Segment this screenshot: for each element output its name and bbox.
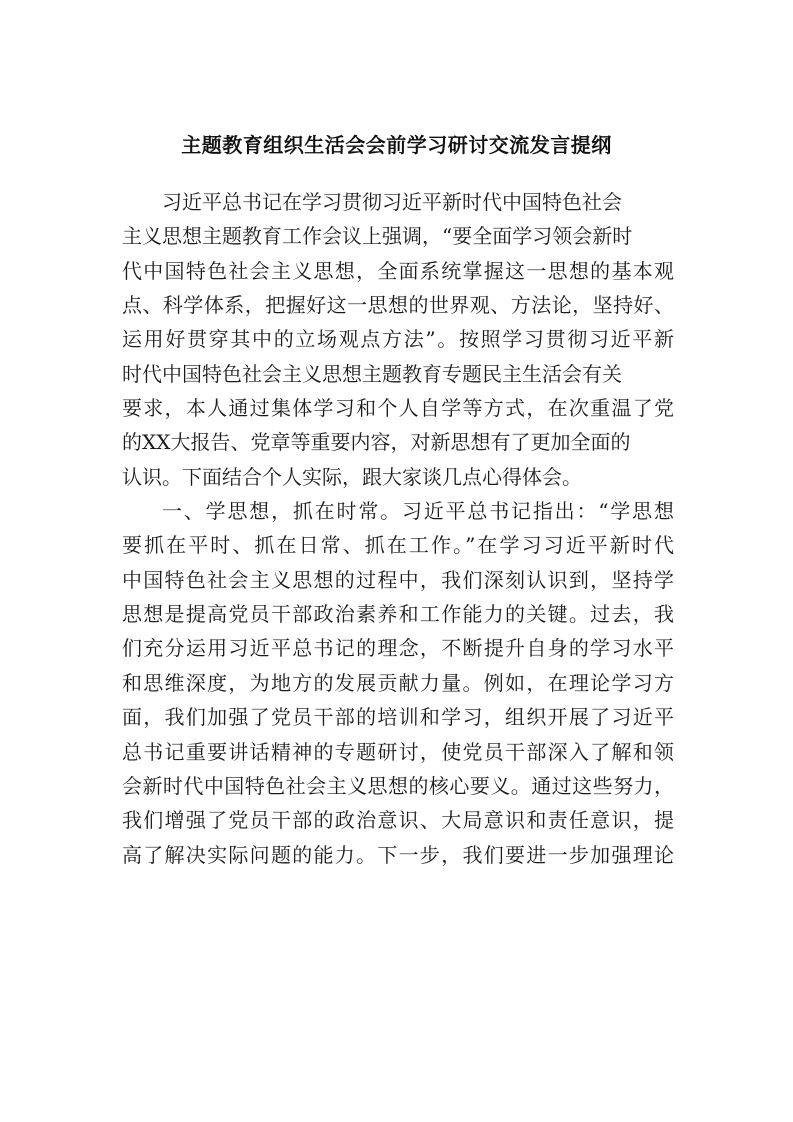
body-line: 我们增强了党员干部的政治意识、大局意识和责任意识，提 (122, 808, 674, 833)
body-line: 中国特色社会主义思想的过程中，我们深刻认识到，坚持学 (122, 567, 674, 592)
body-line: 和思维深度，为地方的发展贡献力量。例如，在理论学习方 (122, 670, 674, 695)
body-line: 一、学思想，抓在时常。习近平总书记指出：“学思想 (162, 499, 674, 524)
body-line: 认识。下面结合个人实际，跟大家谈几点心得体会。 (122, 464, 582, 489)
body-line: 运用好贯穿其中的立场观点方法”。按照学习贯彻习近平新 (122, 327, 674, 352)
body-line: 的XX大报告、党章等重要内容，对新思想有了更加全面的 (122, 430, 631, 455)
body-line: 思想是提高党员干部政治素养和工作能力的关键。过去，我 (122, 602, 674, 627)
body-line: 要抓在平时、抓在日常、抓在工作。”在学习习近平新时代 (122, 533, 674, 558)
body-line: 要求，本人通过集体学习和个人自学等方式，在次重温了党 (122, 396, 674, 421)
body-line: 面，我们加强了党员干部的培训和学习，组织开展了习近平 (122, 705, 674, 730)
body-line: 会新时代中国特色社会主义思想的核心要义。通过这些努力， (122, 773, 674, 798)
document-body (122, 185, 674, 872)
body-line: 们充分运用习近平总书记的理念，不断提升自身的学习水平 (122, 636, 674, 661)
document-title: 主题教育组织生活会会前学习研讨交流发言提纲 (181, 133, 612, 157)
body-line: 主义思想主题教育工作会议上强调，“要全面学习领会新时 (122, 224, 633, 249)
body-line: 总书记重要讲话精神的专题研讨，使党员干部深入了解和领 (122, 739, 674, 764)
body-line: 习近平总书记在学习贯彻习近平新时代中国特色社会 (162, 190, 622, 214)
body-line: 时代中国特色社会主义思想主题教育专题民主生活会有关 (122, 361, 622, 386)
body-line: 点、科学体系，把握好这一思想的世界观、方法论，坚持好、 (122, 293, 674, 318)
body-line: 代中国特色社会主义思想，全面系统掌握这一思想的基本观 (122, 258, 674, 283)
body-line: 高了解决实际问题的能力。下一步，我们要进一步加强理论 (122, 842, 674, 867)
